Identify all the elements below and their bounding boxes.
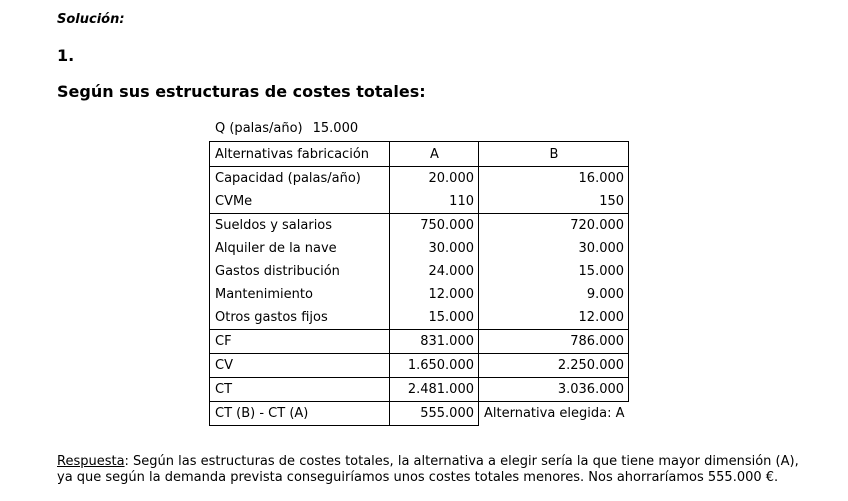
quantity-value: 15.000	[312, 121, 359, 136]
row-value-a: 831.000	[390, 330, 479, 354]
row-label: Mantenimiento	[210, 283, 390, 306]
header-label: Alternativas fabricación	[210, 142, 390, 167]
row-value-b: 9.000	[479, 283, 629, 306]
row-value-b: 15.000	[479, 260, 629, 283]
header-b: B	[479, 142, 629, 167]
header-a: A	[390, 142, 479, 167]
table-row	[210, 237, 629, 260]
row-value-a: 2.481.000	[390, 378, 479, 402]
difference-label: CT (B) - CT (A)	[210, 402, 390, 426]
answer-text: : Según las estructuras de costes totales, la alternativa a elegir sería la que tiene mayor dimensión (A), ya que según la demanda prevista conseguiríamos unos costes totales menores. Nos ahorraríamos 555.000 €.	[57, 454, 799, 485]
row-label: CVMe	[210, 190, 390, 214]
row-label: Gastos distribución	[210, 260, 390, 283]
row-value-b: 786.000	[479, 330, 629, 354]
row-value-a: 1.650.000	[390, 354, 479, 378]
row-label: CT	[210, 378, 390, 402]
row-label: Sueldos y salarios	[210, 214, 390, 238]
row-value-b: 12.000	[479, 306, 629, 330]
table-header-row	[210, 142, 629, 167]
row-value-b: 150	[479, 190, 629, 214]
table-row	[210, 330, 629, 354]
answer-paragraph	[57, 454, 817, 486]
chosen-alternative: Alternativa elegida: A	[484, 406, 625, 422]
row-value-b: 720.000	[479, 214, 629, 238]
row-value-a: 24.000	[390, 260, 479, 283]
table-row	[210, 378, 629, 402]
row-value-a: 15.000	[390, 306, 479, 330]
table-row	[210, 354, 629, 378]
row-value-a: 110	[390, 190, 479, 214]
table-row	[210, 214, 629, 238]
row-label: Alquiler de la nave	[210, 237, 390, 260]
row-label: Otros gastos fijos	[210, 306, 390, 330]
row-value-b: 2.250.000	[479, 354, 629, 378]
row-value-a: 750.000	[390, 214, 479, 238]
row-value-b: 16.000	[479, 167, 629, 191]
table-row	[210, 306, 629, 330]
row-value-b: 30.000	[479, 237, 629, 260]
difference-value: 555.000	[390, 402, 479, 426]
table-row	[210, 167, 629, 191]
table-row	[210, 260, 629, 283]
row-value-a: 30.000	[390, 237, 479, 260]
difference-row	[210, 402, 629, 426]
quantity-label: Q (palas/año)	[215, 121, 303, 136]
solution-label: Solución:	[57, 12, 125, 27]
cost-structure-table	[209, 141, 629, 426]
quantity-line	[215, 121, 358, 136]
row-value-a: 20.000	[390, 167, 479, 191]
row-value-a: 12.000	[390, 283, 479, 306]
row-label: Capacidad (palas/año)	[210, 167, 390, 191]
answer-label: Respuesta	[57, 454, 125, 469]
row-label: CV	[210, 354, 390, 378]
row-label: CF	[210, 330, 390, 354]
row-value-b: 3.036.000	[479, 378, 629, 402]
table-row	[210, 283, 629, 306]
section-heading: Según sus estructuras de costes totales:	[57, 82, 426, 101]
section-number: 1.	[57, 46, 75, 65]
table-row	[210, 190, 629, 214]
